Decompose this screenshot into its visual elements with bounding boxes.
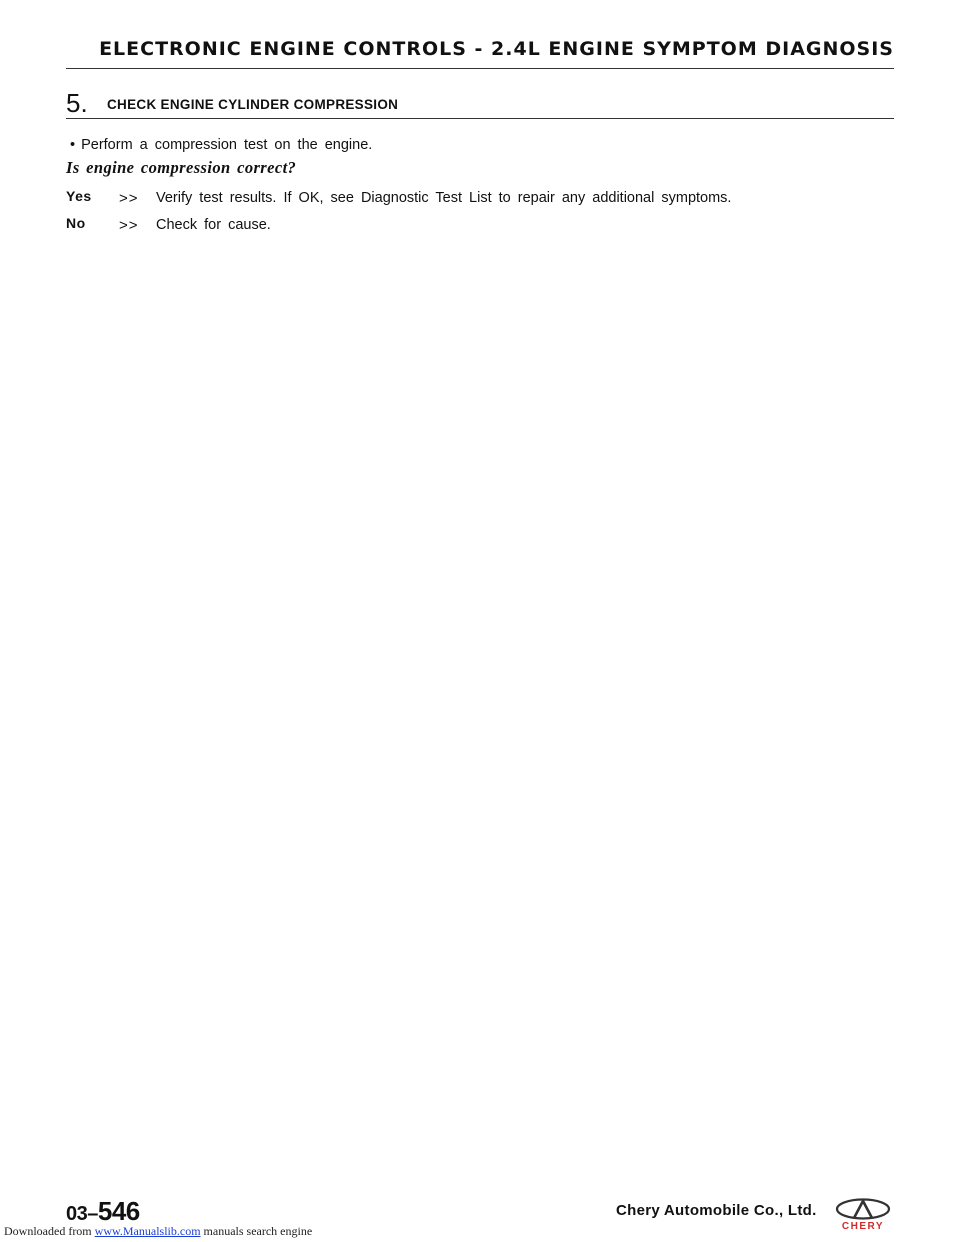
step-number: 5. — [66, 88, 88, 118]
answer-yes-text: Verify test results. If OK, see Diagnostic Test List to repair any additional symptoms. — [156, 190, 732, 206]
download-notice — [4, 1224, 312, 1239]
footer-chapter: 03– — [66, 1203, 98, 1225]
logo-wordmark: CHERY — [841, 1221, 885, 1231]
header-divider — [66, 68, 894, 69]
answer-no-arrow: >> — [119, 217, 139, 234]
answer-yes-label: Yes — [66, 188, 92, 204]
footer-page: 546 — [97, 1196, 140, 1226]
answer-no-label: No — [66, 215, 86, 231]
bullet-dot: • — [70, 137, 76, 153]
manualslib-link[interactable]: www.Manualslib.com — [94, 1224, 201, 1238]
answer-yes-arrow: >> — [119, 190, 139, 207]
step-heading — [66, 88, 894, 119]
answer-no-text: Check for cause. — [156, 217, 271, 233]
bullet-text: Perform a compression test on the engine. — [81, 137, 373, 153]
bullet-item — [70, 137, 372, 153]
download-suffix: manuals search engine — [200, 1224, 313, 1238]
download-prefix: Downloaded from — [4, 1224, 95, 1238]
diagnostic-question: Is engine compression correct? — [66, 158, 297, 177]
footer-page-number — [66, 1196, 140, 1227]
page-header-title: ELECTRONIC ENGINE CONTROLS - 2.4L ENGINE SYMPTOM DIAGNOSIS — [99, 38, 894, 60]
step-title: CHECK ENGINE CYLINDER COMPRESSION — [107, 97, 399, 112]
chery-logo-icon — [832, 1197, 896, 1231]
footer-company-name: Chery Automobile Co., Ltd. — [616, 1202, 817, 1219]
